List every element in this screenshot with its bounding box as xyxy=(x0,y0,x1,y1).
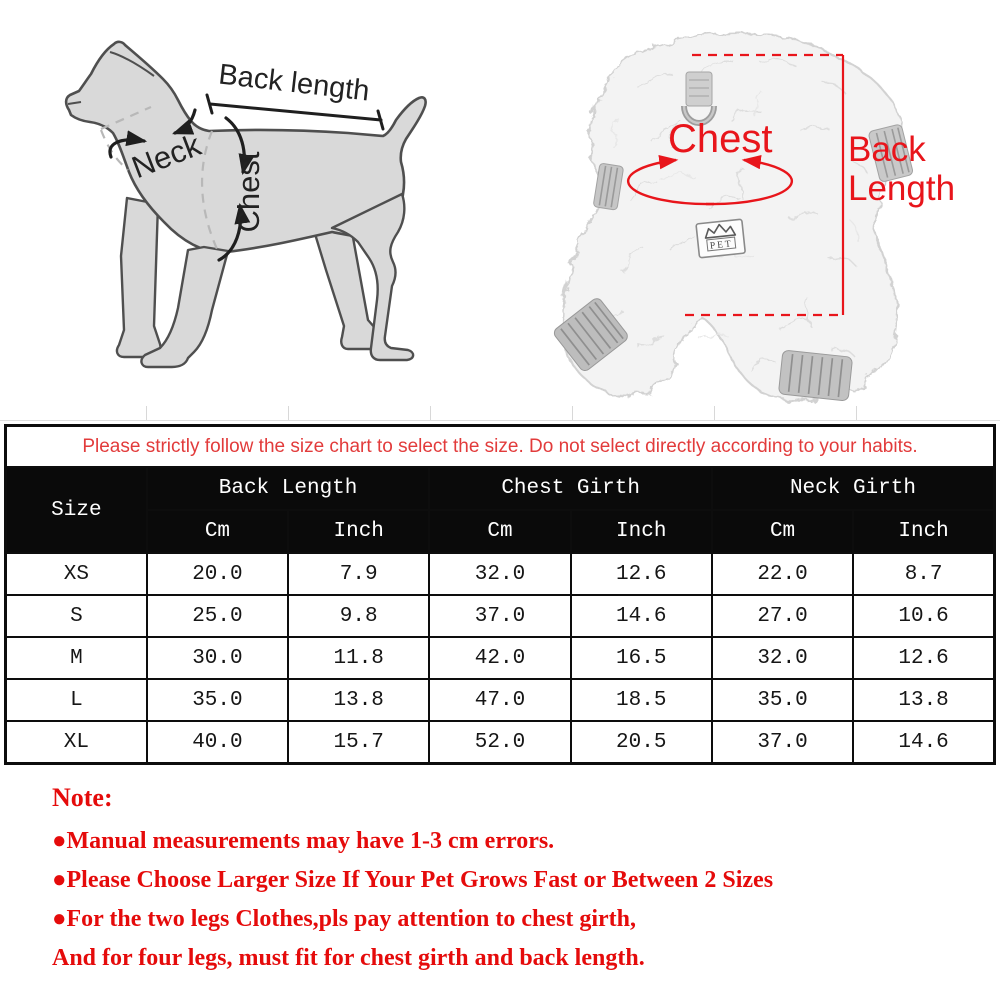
pet-tag-text: PET xyxy=(709,239,734,252)
value-cell: 52.0 xyxy=(429,721,570,764)
value-cell: 7.9 xyxy=(288,553,429,595)
unit-header-inch: Inch xyxy=(571,510,712,553)
col-header-size: Size xyxy=(6,467,147,553)
unit-header-cm: Cm xyxy=(147,510,288,553)
value-cell: 8.7 xyxy=(853,553,994,595)
note-item: ●For the two legs Clothes,pls pay attention to chest girth, xyxy=(52,906,637,932)
header-unit-row xyxy=(6,510,995,553)
value-cell: 22.0 xyxy=(712,553,853,595)
pet-tag xyxy=(696,219,745,258)
value-cell: 25.0 xyxy=(147,595,288,637)
value-cell: 20.0 xyxy=(147,553,288,595)
value-cell: 37.0 xyxy=(712,721,853,764)
unit-header-inch: Inch xyxy=(853,510,994,553)
unit-header-cm: Cm xyxy=(712,510,853,553)
notes-title: Note: xyxy=(52,783,113,812)
note-item: And for four legs, must fit for chest girth and back length. xyxy=(52,945,645,971)
col-header-chest-girth: Chest Girth xyxy=(429,467,712,510)
value-cell: 15.7 xyxy=(288,721,429,764)
ghost-tick xyxy=(856,406,857,420)
table-row-m xyxy=(6,637,995,679)
value-cell: 12.6 xyxy=(571,553,712,595)
value-cell: 30.0 xyxy=(147,637,288,679)
value-cell: 40.0 xyxy=(147,721,288,764)
warning-row xyxy=(6,426,995,468)
col-header-neck-girth: Neck Girth xyxy=(712,467,995,510)
value-cell: 35.0 xyxy=(712,679,853,721)
size-cell: XS xyxy=(6,553,147,595)
garment-photo xyxy=(500,0,1000,420)
dog-chest-label: Chest xyxy=(231,151,266,233)
ghost-tick xyxy=(146,406,147,420)
garment-chest-label: Chest xyxy=(668,117,773,161)
table-row-xs xyxy=(6,553,995,595)
ghost-tick xyxy=(572,406,573,420)
value-cell: 37.0 xyxy=(429,595,570,637)
dog-neck-label: Neck xyxy=(126,127,206,186)
size-cell: S xyxy=(6,595,147,637)
note-item: ●Please Choose Larger Size If Your Pet Grows Fast or Between 2 Sizes xyxy=(52,867,774,893)
col-header-back-length: Back Length xyxy=(147,467,430,510)
garment-back-length-label-line2: Length xyxy=(848,169,956,208)
note-item: ●Manual measurements may have 1-3 cm errors. xyxy=(52,828,555,854)
ghost-tick xyxy=(430,406,431,420)
ghost-gridline xyxy=(0,420,1000,421)
value-cell: 16.5 xyxy=(571,637,712,679)
value-cell: 14.6 xyxy=(853,721,994,764)
value-cell: 42.0 xyxy=(429,637,570,679)
dog-back-length-label: Back length xyxy=(216,58,372,108)
value-cell: 12.6 xyxy=(853,637,994,679)
value-cell: 13.8 xyxy=(853,679,994,721)
value-cell: 47.0 xyxy=(429,679,570,721)
value-cell: 10.6 xyxy=(853,595,994,637)
value-cell: 32.0 xyxy=(712,637,853,679)
table-row-xl xyxy=(6,721,995,764)
table-row-s xyxy=(6,595,995,637)
value-cell: 20.5 xyxy=(571,721,712,764)
table-row-l xyxy=(6,679,995,721)
value-cell: 32.0 xyxy=(429,553,570,595)
value-cell: 35.0 xyxy=(147,679,288,721)
unit-header-cm: Cm xyxy=(429,510,570,553)
ghost-tick xyxy=(288,406,289,420)
value-cell: 18.5 xyxy=(571,679,712,721)
value-cell: 13.8 xyxy=(288,679,429,721)
value-cell: 14.6 xyxy=(571,595,712,637)
size-warning-text: Please strictly follow the size chart to select the size. Do not select directly according to your habits. xyxy=(6,426,995,468)
size-cell: XL xyxy=(6,721,147,764)
size-cell: L xyxy=(6,679,147,721)
value-cell: 9.8 xyxy=(288,595,429,637)
header-group-row xyxy=(6,467,995,510)
size-chart-table xyxy=(4,424,996,765)
unit-header-inch: Inch xyxy=(288,510,429,553)
value-cell: 27.0 xyxy=(712,595,853,637)
notes-section xyxy=(52,782,972,978)
garment-back-length-label-line1: Back xyxy=(848,130,926,169)
dog-measure-diagram xyxy=(0,0,500,420)
value-cell: 11.8 xyxy=(288,637,429,679)
ghost-tick xyxy=(714,406,715,420)
size-cell: M xyxy=(6,637,147,679)
